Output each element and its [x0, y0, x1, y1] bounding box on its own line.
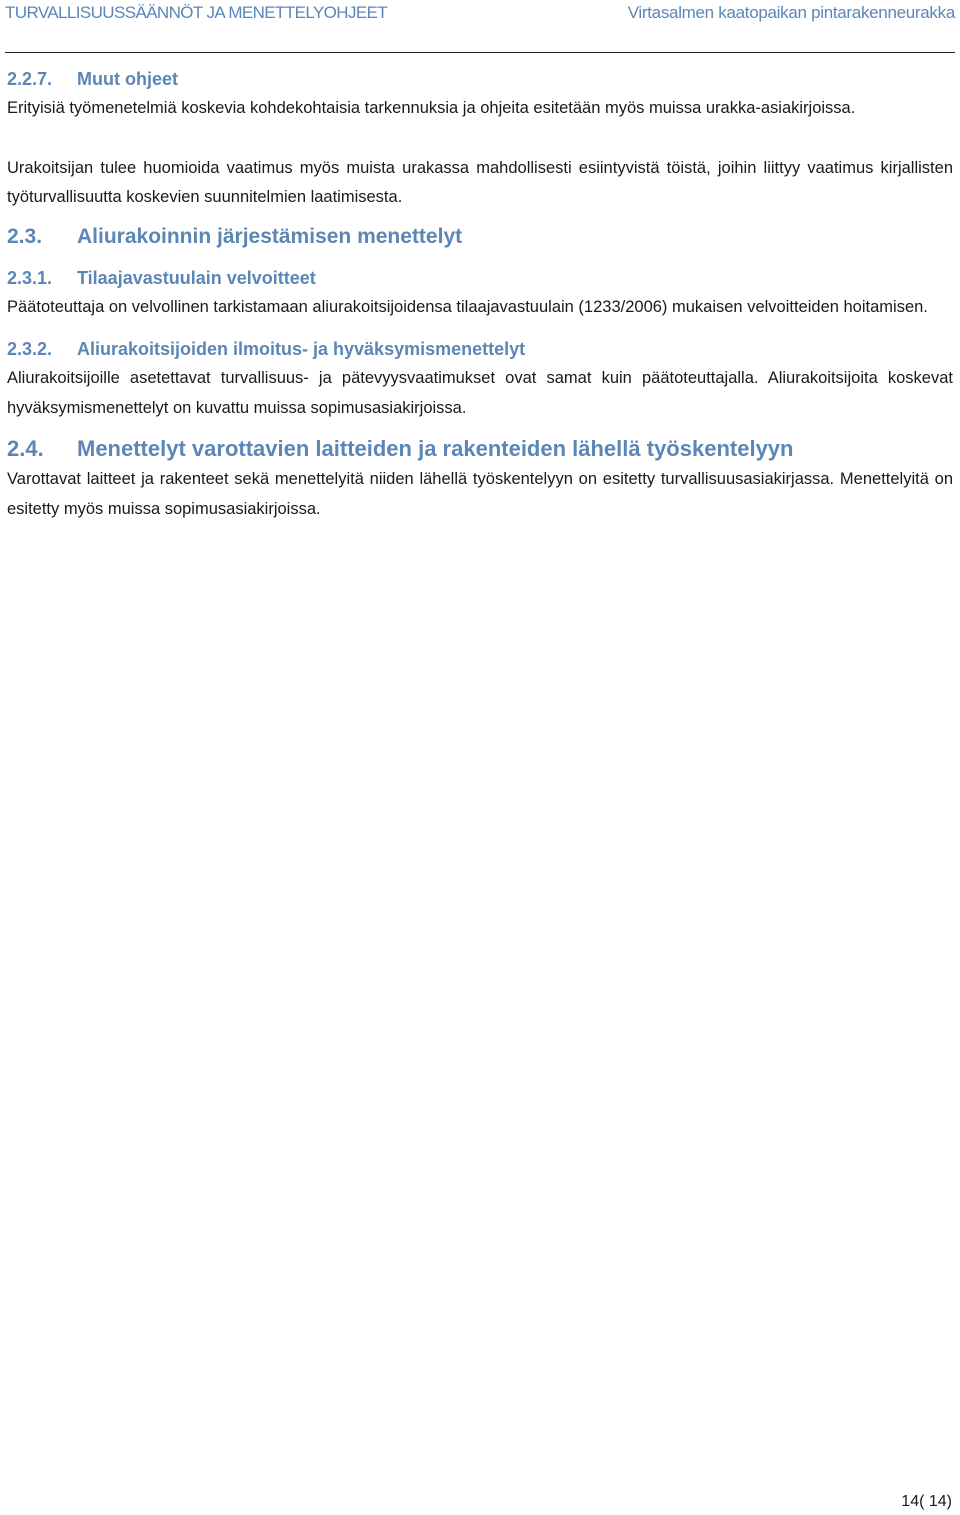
paragraph: Päätoteuttaja on velvollinen tarkistamaan aliurakoitsijoidensa tilaajavastuulain (1233/2006) mukaisen velvoitteiden hoitamisen. [7, 297, 928, 316]
page-number: 14( 14) [901, 1493, 952, 1510]
heading-2-4 [7, 433, 953, 465]
heading-title: Tilaajavastuulain velvoitteet [77, 267, 316, 288]
heading-2-3-1 [7, 263, 953, 293]
heading-number: 2.3.1. [7, 267, 53, 288]
document-title: TURVALLISUUSSÄÄNNÖT JA MENETTELYOHJEET [5, 3, 388, 22]
heading-number: 2.3.2. [7, 339, 53, 359]
page-header [5, 0, 955, 53]
heading-title: Aliurakoinnin järjestämisen menettelyt [77, 224, 463, 248]
paragraph: Aliurakoitsijoille asetettavat turvallisuus- ja pätevyysvaatimukset ovat samat kuin päätoteuttajalla. Aliurakoitsijoita koskevat hyväksymismenettelyt on kuvattu muissa sopimusasiakirjoissa. [7, 369, 953, 417]
heading-title: Menettelyt varottavien laitteiden ja rakenteiden lähellä työskentelyyn [77, 436, 794, 461]
paragraph: Erityisiä työmenetelmiä koskevia kohdekohtaisia tarkennuksia ja ohjeita esitetään myös muissa urakka-asiakirjoissa. [7, 99, 856, 117]
paragraph: Urakoitsijan tulee huomioida vaatimus myös muista urakassa mahdollisesti esiintyvistä töistä, joihin liittyy vaatimus kirjallisten työturvallisuutta koskevien suunnitelmien laatimisesta. [7, 158, 953, 206]
heading-title: Aliurakoitsijoiden ilmoitus- ja hyväksymismenettelyt [77, 339, 526, 359]
heading-number: 2.3. [7, 224, 43, 248]
document-body [7, 64, 953, 524]
heading-2-3-2 [7, 334, 953, 364]
heading-title: Muut ohjeet [77, 69, 178, 89]
paragraph: Varottavat laitteet ja rakenteet sekä menettelyitä niiden lähellä työskentelyyn on esitetty turvallisuusasiakirjassa. Menettelyitä on esitetty myös muissa sopimusasiakirjoissa. [7, 470, 953, 518]
heading-number: 2.4. [7, 436, 44, 461]
heading-number: 2.2.7. [7, 69, 53, 89]
heading-2-3 [7, 221, 953, 253]
project-title: Virtasalmen kaatopaikan pintarakenneurakka [627, 3, 955, 22]
heading-2-2-7 [7, 64, 953, 94]
